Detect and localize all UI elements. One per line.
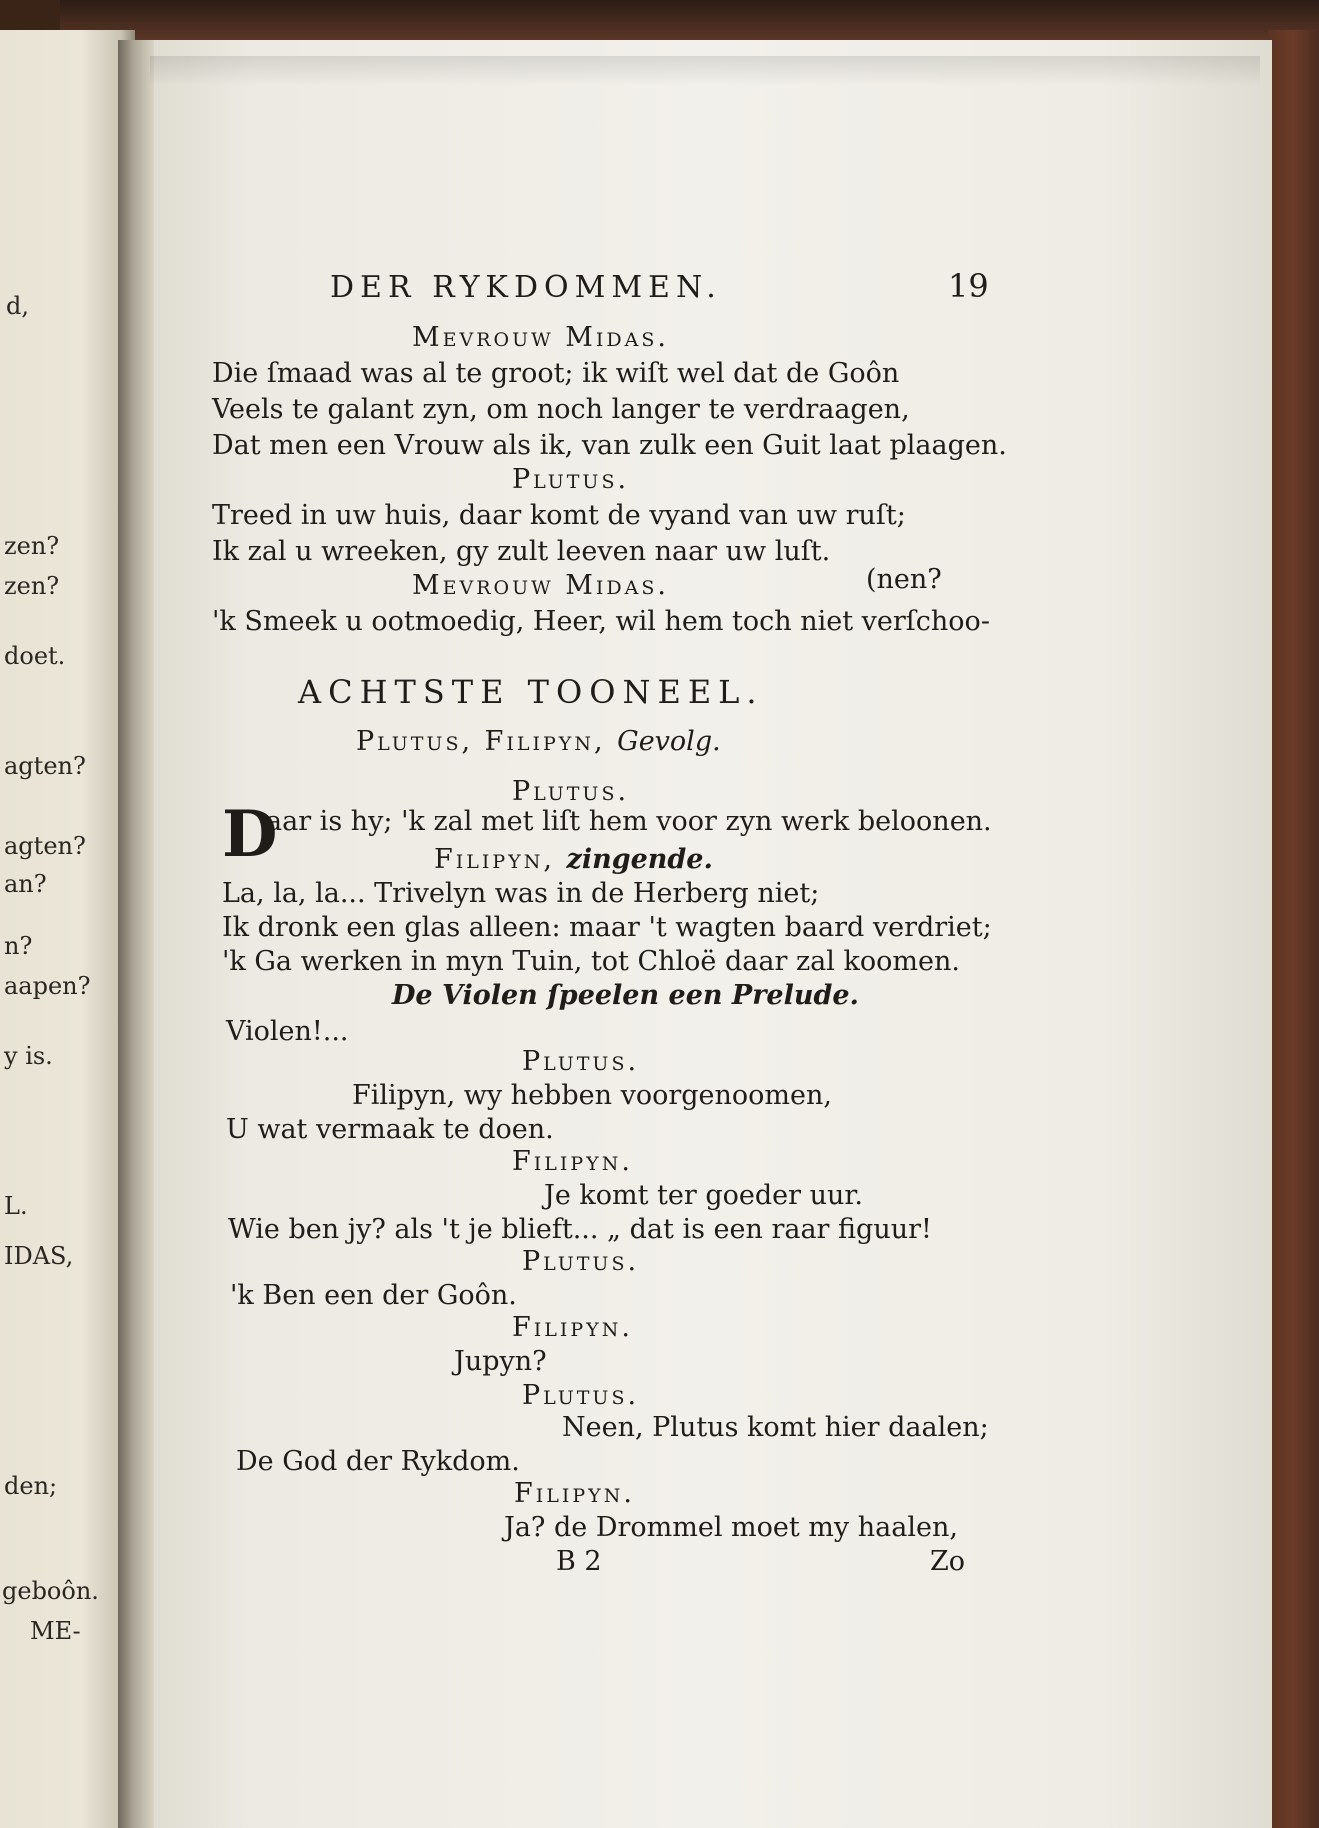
book-board-edge [1268,30,1319,1828]
signature-mark: B 2 [556,1546,602,1577]
speaker-label: Plutus. [522,1380,640,1411]
verse-line: Jupyn? [454,1346,547,1377]
speaker-label: Filipyn. [512,1146,633,1177]
speaker-label: Filipyn. [514,1478,635,1509]
speaker-label: Plutus. [512,776,630,807]
verse-line: Veels te galant zyn, om noch langer te verdraagen, [212,394,910,425]
left-fragment: zen? [4,572,60,600]
left-fragment: agten? [4,832,86,860]
running-head: DER RYKDOMMEN. [330,270,722,305]
verse-line: Ik zal u wreeken, gy zult leeven naar uw luſt. [212,536,831,567]
speaker-label: Filipyn. [512,1312,633,1343]
verse-line: La, la, la... Trivelyn was in de Herberg niet; [222,878,820,909]
left-fragment: doet. [4,642,66,670]
left-fragment: IDAS, [4,1242,74,1270]
turnover-fragment: (nen? [866,564,942,595]
catchword: Zo [930,1546,966,1577]
speaker-label: Mevrouw Midas. [412,322,669,353]
speaker-label: Mevrouw Midas. [412,570,669,601]
left-fragment: aapen? [4,972,91,1000]
book-top-edge [60,0,1319,40]
verse-line: De God der Rykdom. [236,1446,520,1477]
verse-line: Treed in uw huis, daar komt de vyand van uw ruſt; [212,500,906,531]
scene-heading: ACHTSTE TOONEEL. [298,673,764,711]
verse-line: U wat vermaak te doen. [226,1114,554,1145]
left-fragment: d, [6,292,29,320]
left-fragment: agten? [4,752,86,780]
left-fragment: L. [4,1192,28,1220]
stage-direction: De Violen ſpeelen een Prelude. [392,980,859,1011]
left-fragment: y is. [4,1042,53,1070]
left-fragment: zen? [4,532,60,560]
left-fragment: n? [4,932,33,960]
verse-line: 'k Smeek u ootmoedig, Heer, wil hem toch niet verſchoo- [212,606,990,637]
page-number: 19 [948,267,989,305]
left-page [0,30,135,1828]
drop-cap: D [222,797,278,872]
verse-line: Wie ben jy? als 't je blieft... „ dat is een raar figuur! [228,1214,932,1245]
speaker-label: Filipyn, zingende. [434,844,713,875]
verse-line: Neen, Plutus komt hier daalen; [562,1412,989,1443]
speaker-label: Plutus. [522,1046,640,1077]
verse-line: Filipyn, wy hebben voorgenoomen, [352,1080,832,1111]
left-fragment: den; [4,1472,58,1500]
verse-line: Ja? de Drommel moet my haalen, [504,1512,958,1543]
verse-line: Je komt ter goeder uur. [544,1180,863,1211]
book-gutter [118,40,154,1828]
verse-line: 'k Ga werken in myn Tuin, tot Chloë daar zal koomen. [222,946,960,977]
cast-list: Plutus, Filipyn, Gevolg. [356,726,721,757]
speaker-label: Plutus. [512,464,630,495]
verse-line: Dat men een Vrouw als ik, van zulk een Guit laat plaagen. [212,430,1007,461]
speaker-label: Plutus. [522,1246,640,1277]
left-fragment: ME- [30,1617,81,1645]
verse-line: Die ſmaad was al te groot; ik wiſt wel dat de Goôn [212,358,900,389]
verse-line: 'k Ben een der Goôn. [230,1280,517,1311]
left-fragment: geboôn. [2,1577,99,1605]
verse-line: Ik dronk een glas alleen: maar 't wagten baard verdriet; [222,912,992,943]
left-fragment: an? [4,870,47,898]
verse-line: Violen!... [226,1016,349,1047]
verse-line: aar is hy; 'k zal met liſt hem voor zyn werk beloonen. [266,806,992,837]
